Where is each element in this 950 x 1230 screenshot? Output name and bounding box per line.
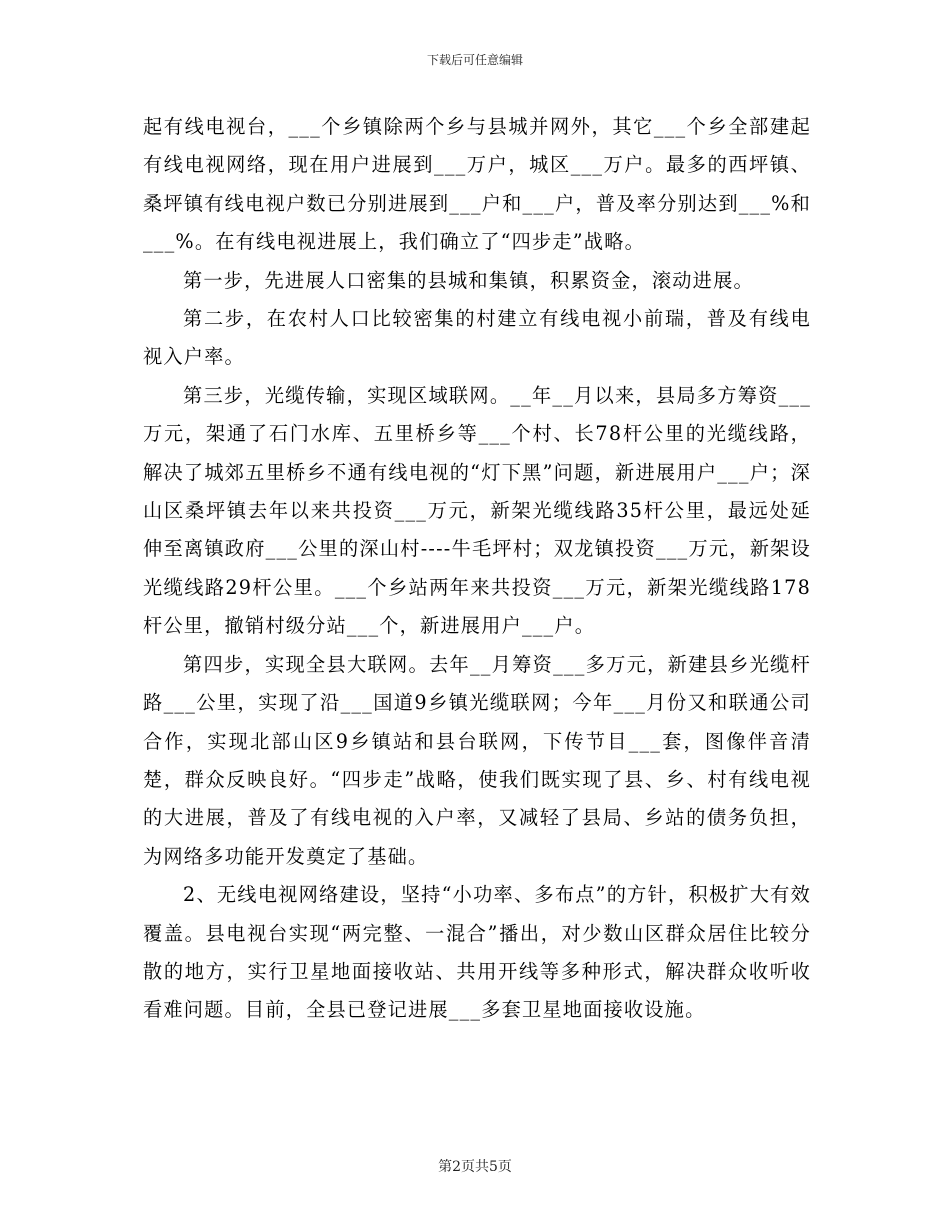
paragraph-wireless-network: 2、无线电视网络建设，坚持“小功率、多布点”的方针，积极扩大有效覆盖。县电视台实现“两完整、一混合”播出，对少数山区群众居住比较分散的地方，实行卫星地面接收站、共用开线等多种形式，解决群众收听收看难问题。目前，全县已登记进展___多套卫星地面接收设施。 xyxy=(143,883,811,1022)
paragraph-step-four: 第四步，实现全县大联网。去年__月筹资___多万元，新建县乡光缆杆路___公里，实现了沿___国道9乡镇光缆联网；今年___月份又和联通公司合作，实现北部山区9乡镇站和县台联网，下传节目___套，图像伴音清楚，群众反映良好。“四步走”战略，使我们既实现了县、乡、村有线电视的大进展，普及了有线电视的入户率，又减轻了县局、乡站的债务负担，为网络多功能开发奠定了基础。 xyxy=(143,652,811,868)
paragraph-step-two: 第二步，在农村人口比较密集的村建立有线电视小前瑞，普及有线电视入户率。 xyxy=(143,307,811,369)
document-body xyxy=(143,108,811,1030)
page-number: 第2页共5页 xyxy=(438,1159,512,1175)
paragraph-step-one: 第一步，先进展人口密集的县城和集镇，积累资金，滚动进展。 xyxy=(183,268,754,292)
paragraph-continuation: 起有线电视台，___个乡镇除两个乡与县城并网外，其它___个乡全部建起有线电视网络，现在用户进展到___万户，城区___万户。最多的西坪镇、桑坪镇有线电视户数已分别进展到___户和___户，普及率分别达到___%和___%。在有线电视进展上，我们确立了“四步走”战略。 xyxy=(143,115,811,254)
paragraph-step-three: 第三步，光缆传输，实现区域联网。__年__月以来，县局多方筹资___万元，架通了石门水库、五里桥乡等___个村、长78杆公里的光缆线路，解决了城郊五里桥乡不通有线电视的“灯下黑”问题，新进展用户___户；深山区桑坪镇去年以来共投资___万元，新架光缆线路35杆公里，最远处延伸至离镇政府___公里的深山村----牛毛坪村；双龙镇投资___万元，新架设光缆线路29杆公里。___个乡站两年来共投资___万元，新架光缆线路178杆公里，撤销村级分站___个，新进展用户___户。 xyxy=(143,383,811,638)
page-header: 下载后可任意编辑 xyxy=(426,53,523,67)
